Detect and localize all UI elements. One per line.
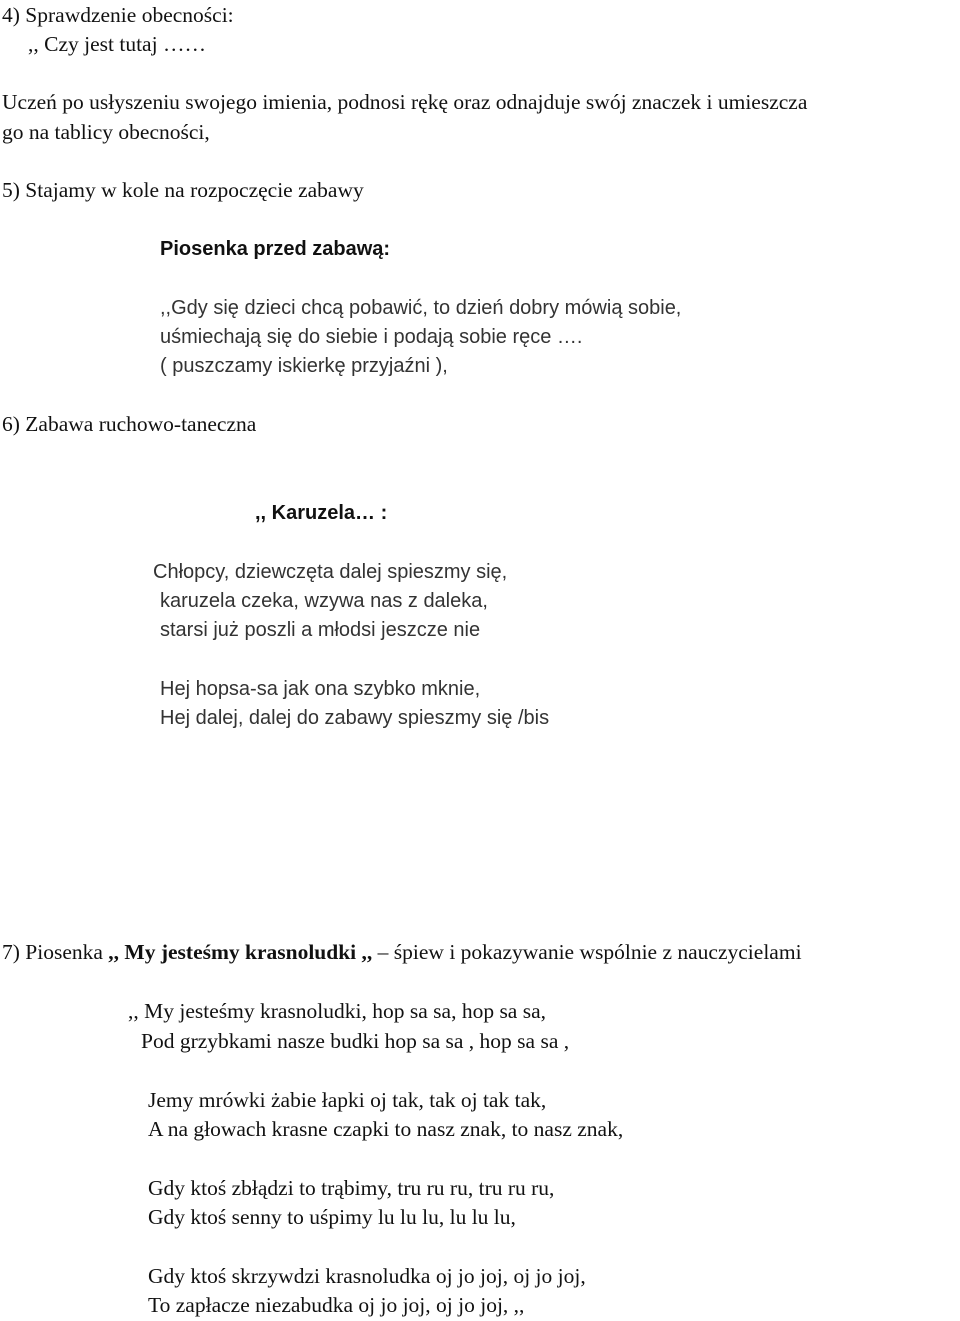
section-5-lyric-line-1: ,,Gdy się dzieci chcą pobawić, to dzień dobry mówią sobie, <box>160 297 682 319</box>
section-7-title <box>2 939 802 965</box>
section-4-description-line-2: go na tablicy obecności, <box>2 120 210 144</box>
section-5-lyric-line-2: uśmiechają się do siebie i podają sobie ręce …. <box>160 326 583 348</box>
section-7-title-prefix: 7) Piosenka <box>2 940 109 964</box>
section-7-song-name: ,, My jesteśmy krasnoludki ,, <box>108 940 373 964</box>
section-7-verse-2-line-1: Jemy mrówki żabie łapki oj tak, tak oj tak tak, <box>148 1088 547 1112</box>
section-6-verse-1-line-1: Chłopcy, dziewczęta dalej spieszmy się, <box>153 561 508 583</box>
section-7-verse-1-line-2: Pod grzybkami nasze budki hop sa sa , hop sa sa , <box>141 1029 570 1053</box>
section-6-song-heading: ,, Karuzela… : <box>255 502 388 524</box>
section-7-verse-1-line-1: ,, My jesteśmy krasnoludki, hop sa sa, hop sa sa, <box>128 999 547 1023</box>
section-7-verse-3-line-1: Gdy ktoś zbłądzi to trąbimy, tru ru ru, tru ru ru, <box>148 1176 555 1200</box>
section-5-song-heading: Piosenka przed zabawą: <box>160 238 391 260</box>
section-4-title: 4) Sprawdzenie obecności: <box>2 3 234 27</box>
section-6-verse-2-line-2: Hej dalej, dalej do zabawy spieszmy się /bis <box>160 707 550 729</box>
section-7-verse-4-line-1: Gdy ktoś skrzywdzi krasnoludka oj jo joj, oj jo joj, <box>148 1264 586 1288</box>
section-4-quote: ,, Czy jest tutaj …… <box>28 32 206 56</box>
section-5-lyric-line-3: ( puszczamy iskierkę przyjaźni ), <box>160 355 448 377</box>
section-7-verse-4-line-2: To zapłacze niezabudka oj jo joj, oj jo joj, ,, <box>148 1293 525 1317</box>
section-6-verse-1-line-3: starsi już poszli a młodsi jeszcze nie <box>160 619 481 641</box>
section-6-verse-1-line-2: karuzela czeka, wzywa nas z daleka, <box>160 590 488 612</box>
section-7-verse-3-line-2: Gdy ktoś senny to uśpimy lu lu lu, lu lu lu, <box>148 1205 516 1229</box>
section-6-title: 6) Zabawa ruchowo-taneczna <box>2 412 257 436</box>
section-7-verse-2-line-2: A na głowach krasne czapki to nasz znak, to nasz znak, <box>148 1117 624 1141</box>
section-7-title-suffix: – śpiew i pokazywanie wspólnie z nauczycielami <box>372 940 802 964</box>
section-5-title: 5) Stajamy w kole na rozpoczęcie zabawy <box>2 178 364 202</box>
section-4-description-line-1: Uczeń po usłyszeniu swojego imienia, podnosi rękę oraz odnajduje swój znaczek i umieszcza <box>2 90 808 114</box>
section-6-verse-2-line-1: Hej hopsa-sa jak ona szybko mknie, <box>160 678 481 700</box>
